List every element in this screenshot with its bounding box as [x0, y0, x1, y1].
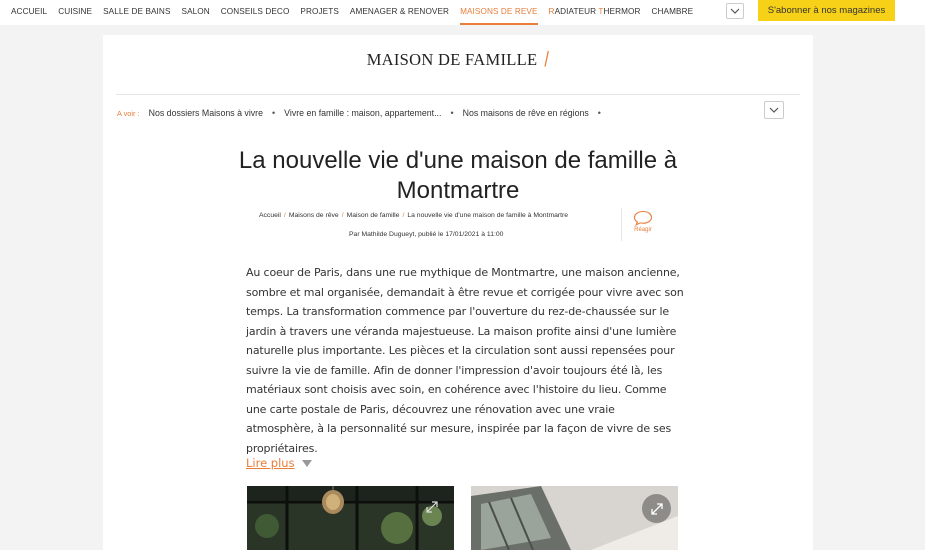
breadcrumb-maison-de-famille[interactable]: Maison de famille — [346, 212, 400, 219]
nav-item-conseils-deco[interactable]: CONSEILS DECO — [220, 7, 290, 16]
breadcrumb-current: La nouvelle vie d'une maison de famille à Montmartre — [407, 212, 569, 219]
read-more-link[interactable] — [246, 456, 312, 470]
caret-down-icon — [302, 460, 312, 467]
a-voir-bar — [117, 108, 610, 118]
nav-item-accueil[interactable]: ACCUEIL — [11, 7, 48, 16]
nav-item-radiateur-thermor[interactable] — [549, 0, 641, 25]
breadcrumb-separator: / — [341, 212, 344, 219]
nav-item-chambre[interactable]: CHAMBRE — [651, 7, 694, 16]
a-voir-separator: • — [272, 108, 276, 118]
a-voir-label: A voir : — [117, 108, 140, 118]
article-title: La nouvelle vie d'une maison de famille à Montmartre — [238, 147, 678, 204]
breadcrumb — [259, 212, 568, 219]
article-intro: Au coeur de Paris, dans une rue mythique de Montmartre, une maison ancienne, sombre et mal organisée, demandait à être revue et corrigée pour vivre avec son temps. La transformation commence par l'ouverture du rez-de-chaussée sur le jardin à travers une véranda majestueuse. La maison profite ainsi d'une lumière naturelle plus importante. Les pièces et la circulation sont aussi repensées pour suivre la vie de famille. Afin de donner l'impression d'avoir toujours été là, les matériaux sont choisis avec soin, en cohérence avec l'histoire du lieu. Comme une carte postale de Paris, découvrez une rénovation avec une vraie atmosphère, à la personnalité sur mesure, inspirée par la façon de vivre de ses propriétaires. — [246, 266, 684, 455]
read-more-label: Lire plus — [246, 456, 295, 470]
gallery-photo[interactable] — [471, 486, 678, 550]
chevron-down-icon — [730, 8, 740, 14]
breadcrumb-separator: / — [402, 212, 405, 219]
nav-item-salle-de-bains[interactable]: SALLE DE BAINS — [103, 7, 171, 16]
radiateur-initial: R — [548, 7, 555, 16]
a-voir-separator: • — [597, 108, 601, 118]
a-voir-expand-button[interactable] — [764, 101, 784, 119]
react-label: Réagir — [634, 227, 652, 233]
nav-item-cuisine[interactable]: CUISINE — [58, 7, 93, 16]
section-title-slash: / — [544, 48, 550, 72]
subscribe-button[interactable]: S'abonner à nos magazines — [758, 0, 895, 21]
expand-button[interactable] — [642, 494, 671, 523]
a-voir-link-vivre-en-famille[interactable]: Vivre en famille : maison, appartement... — [284, 108, 442, 118]
breadcrumb-accueil[interactable]: Accueil — [259, 212, 281, 219]
react-button[interactable] — [631, 210, 655, 233]
breadcrumb-maisons-de-reve[interactable]: Maisons de rêve — [288, 212, 339, 219]
a-voir-link-regions[interactable]: Nos maisons de rêve en régions — [462, 108, 589, 118]
divider — [116, 94, 800, 95]
nav-item-maisons-de-reve[interactable]: MAISONS DE REVE — [460, 0, 537, 25]
thermor-initial: T — [598, 7, 604, 16]
section-title-text: MAISON DE FAMILLE — [366, 50, 538, 69]
expand-icon — [425, 500, 439, 514]
article-byline: Par Mathilde Dugueyt, publié le 17/01/2021 à 11:00 — [349, 231, 504, 238]
thermor-rest: HERMOR — [603, 7, 641, 16]
breadcrumb-separator: / — [283, 212, 286, 219]
nav-item-salon[interactable]: SALON — [181, 7, 210, 16]
nav-item-amenager-renover[interactable]: AMENAGER & RENOVER — [349, 7, 450, 16]
expand-icon — [650, 502, 664, 516]
a-voir-separator: • — [450, 108, 454, 118]
expand-button[interactable] — [425, 500, 439, 514]
nav-item-projets[interactable]: PROJETS — [300, 7, 339, 16]
divider — [621, 208, 622, 241]
section-title — [103, 50, 813, 70]
veranda-photo-illustration — [247, 486, 454, 550]
top-navigation — [0, 0, 925, 25]
a-voir-link-dossiers[interactable]: Nos dossiers Maisons à vivre — [148, 108, 263, 118]
comment-icon — [633, 210, 653, 226]
chevron-down-icon — [769, 107, 779, 113]
radiateur-middle: ADIATEUR — [554, 7, 599, 16]
nav-more-button[interactable] — [726, 3, 744, 19]
gallery-photo[interactable] — [247, 486, 454, 550]
article-card — [103, 35, 813, 550]
main-menu — [0, 0, 704, 25]
